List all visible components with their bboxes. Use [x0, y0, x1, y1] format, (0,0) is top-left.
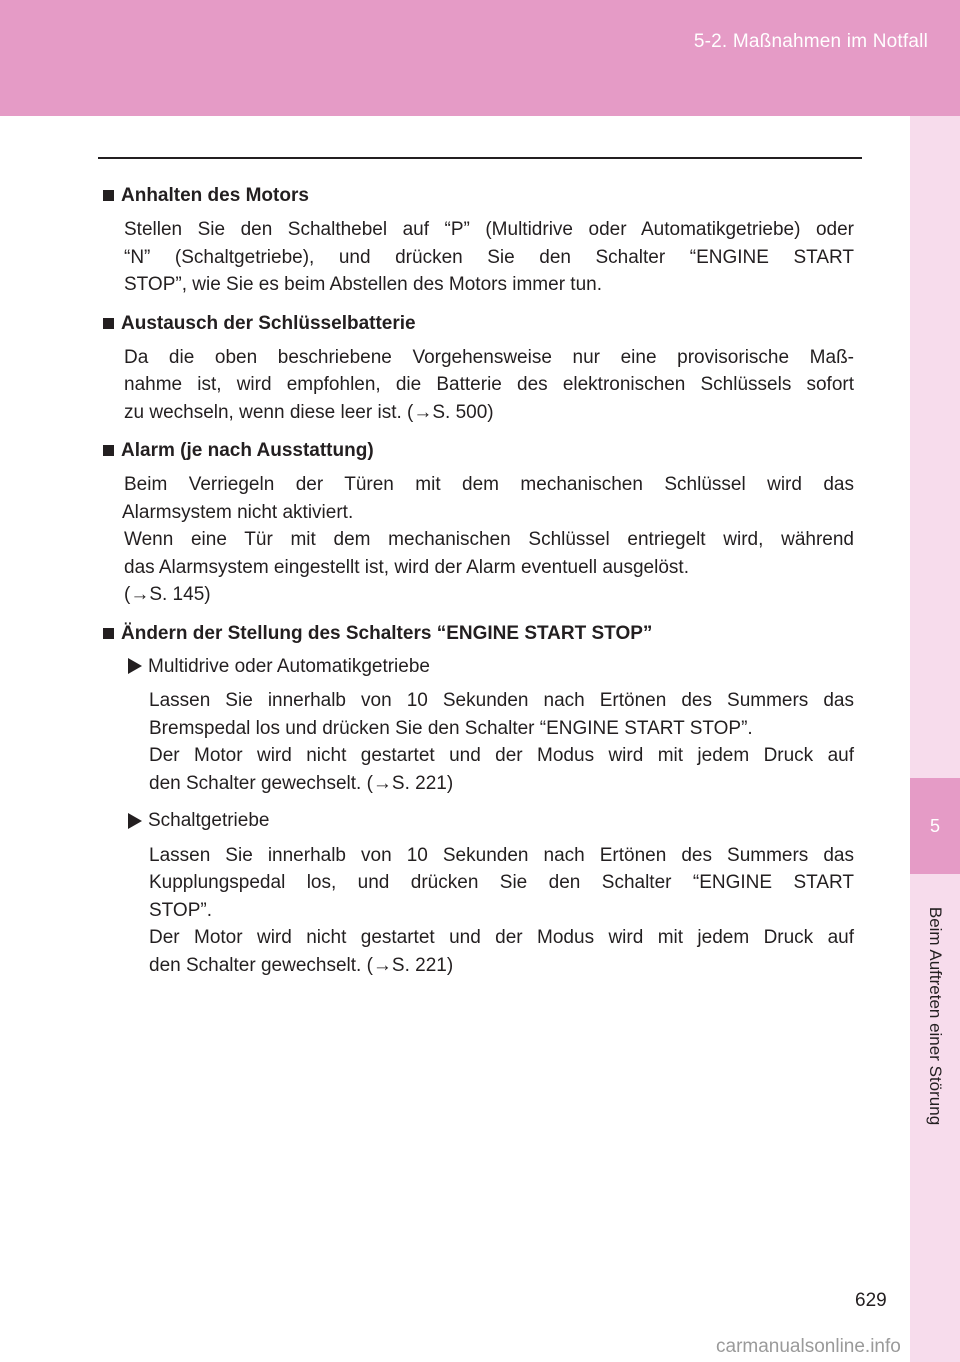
text-line: Stellen Sie den Schalthebel auf “P” (Multidrive oder Automatikgetriebe) oder: [124, 219, 854, 240]
text-line: “N” (Schaltgetriebe), und drücken Sie den Schalter “ENGINE START: [124, 246, 854, 268]
text-line: STOP”, wie Sie es beim Abstellen des Motors immer tun.: [124, 274, 602, 295]
text-line: Der Motor wird nicht gestartet und der Modus wird mit jedem Druck auf: [149, 927, 854, 948]
subsection-body: [100, 842, 854, 980]
section-schalterstellung: [100, 619, 854, 980]
triangle-bullet-icon: [128, 813, 142, 829]
text-line: Bremspedal los und drücken Sie den Schalter “ENGINE START STOP”.: [149, 717, 753, 739]
subsection-heading: [100, 807, 854, 835]
square-bullet-icon: [103, 318, 114, 329]
subsection-heading: [100, 653, 854, 681]
section-body: [100, 471, 854, 609]
section-heading: [100, 309, 854, 338]
square-bullet-icon: [103, 445, 114, 456]
subsection-heading-text: Multidrive oder Automatikgetriebe: [148, 655, 430, 677]
section-heading-text: Anhalten des Motors: [121, 185, 309, 206]
section-heading-text: Austausch der Schlüsselbatterie: [121, 312, 416, 334]
text-line: Alarmsystem nicht aktiviert.: [122, 501, 354, 523]
chapter-number: 5: [910, 778, 960, 874]
top-rule: [98, 157, 862, 159]
square-bullet-icon: [103, 190, 114, 201]
chapter-side-tab: [910, 116, 960, 1362]
text-line: Der Motor wird nicht gestartet und der Modus wird mit jedem Druck auf: [149, 745, 854, 766]
text-line: den Schalter gewechselt. (→S. 221): [149, 772, 454, 794]
text-line: das Alarmsystem eingestellt ist, wird der Alarm eventuell ausgelöst.: [124, 556, 689, 578]
text-line: (→S. 145): [124, 584, 211, 605]
text-line: den Schalter gewechselt. (→S. 221): [149, 954, 454, 976]
section-body: [100, 344, 854, 427]
subsection-heading-text: Schaltgetriebe: [148, 810, 270, 831]
section-body: [100, 216, 854, 299]
text-line: nahme ist, wird empfohlen, die Batterie des elektronischen Schlüssels sofort: [124, 374, 854, 395]
subsection-body: [100, 687, 854, 797]
section-heading: [100, 619, 854, 648]
section-heading: [100, 436, 854, 465]
section-anhalten: [100, 181, 854, 299]
section-heading: [100, 181, 854, 210]
text-line: Da die oben beschriebene Vorgehensweise nur eine provisorische Maß-: [124, 346, 854, 368]
section-heading-text: Alarm (je nach Ausstattung): [121, 440, 374, 461]
text-line: STOP”.: [149, 899, 212, 921]
section-alarm: [100, 436, 854, 609]
page-number: 629: [855, 1290, 887, 1311]
chapter-label: Beim Auftreten einer Störung: [926, 906, 945, 1126]
header-band: [0, 0, 960, 116]
square-bullet-icon: [103, 628, 114, 639]
text-line: zu wechseln, wenn diese leer ist. (→S. 500): [124, 401, 494, 423]
text-line: Beim Verriegeln der Türen mit dem mechanischen Schlüssel wird das: [124, 474, 854, 495]
section-schluesselbatterie: [100, 309, 854, 427]
text-line: Lassen Sie innerhalb von 10 Sekunden nach Ertönen des Summers das: [149, 690, 854, 711]
section-heading-text: Ändern der Stellung des Schalters “ENGINE START STOP”: [121, 622, 653, 644]
page-content: [100, 181, 854, 989]
text-line: Lassen Sie innerhalb von 10 Sekunden nach Ertönen des Summers das: [149, 844, 854, 866]
text-line: Kupplungspedal los, und drücken Sie den Schalter “ENGINE START: [149, 872, 854, 893]
watermark-link[interactable]: carmanualsonline.info: [716, 1336, 901, 1357]
text-line: Wenn eine Tür mit dem mechanischen Schlüssel entriegelt wird, während: [124, 529, 854, 550]
triangle-bullet-icon: [128, 658, 142, 674]
section-title: 5-2. Maßnahmen im Notfall: [693, 31, 928, 52]
